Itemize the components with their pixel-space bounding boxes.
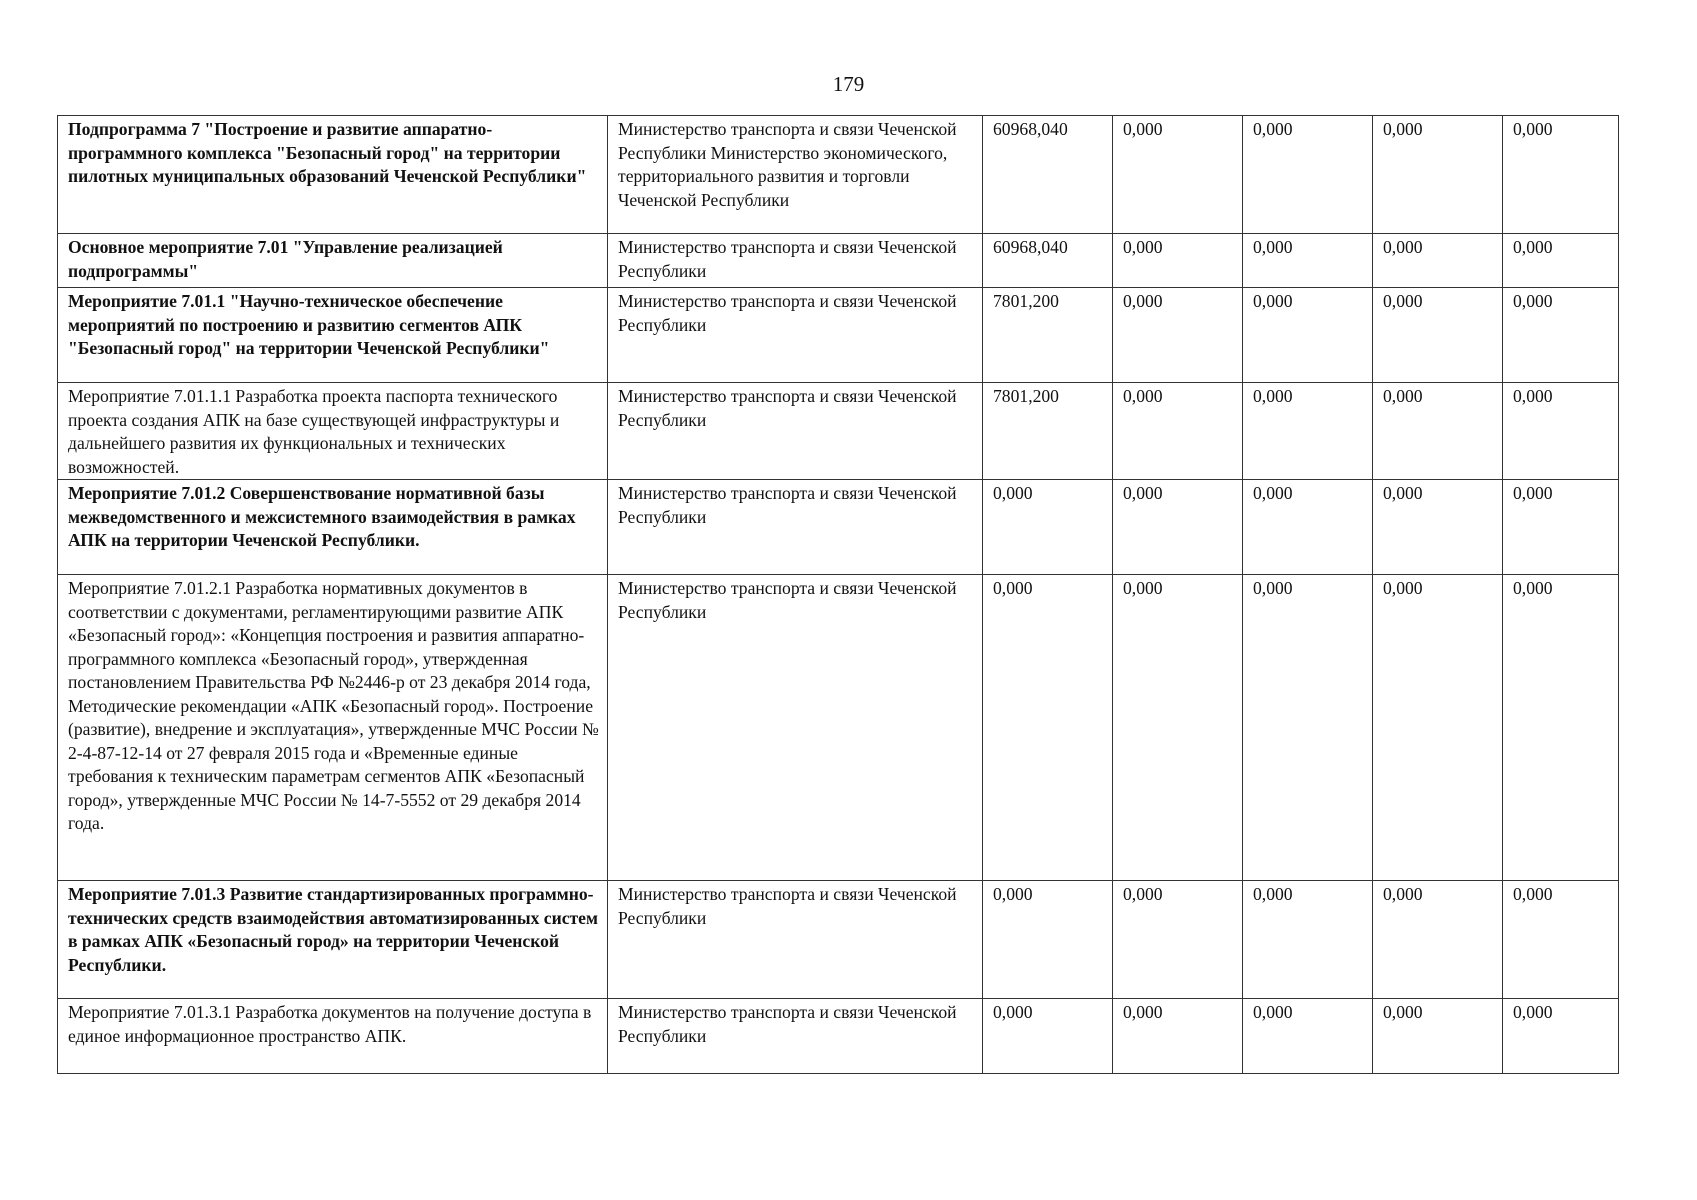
row-name: Мероприятие 7.01.2.1 Разработка нормативных документов в соответствии с документами, регламентирующими развитие АПК «Безопасный город»: «Концепция построения и развития аппаратно-программного комплекса «Безопасный город», утвержденная постановлением Правительства РФ №2446-р от 23 декабря 2014 года, Методические рекомендации «АПК «Безопасный город». Построение (развитие), внедрение и эксплуатация», утвержденные МЧС России № 2-4-87-12-14 от 27 февраля 2015 года и «Временные единые требования к техническим параметрам сегментов АПК «Безопасный город», утвержденные МЧС России № 14-7-5552 от 29 декабря 2014 года. [58, 575, 608, 881]
row-value: 0,000 [1373, 881, 1503, 999]
row-value: 0,000 [1113, 234, 1243, 288]
row-value: 0,000 [1503, 999, 1619, 1074]
budget-table [57, 115, 1619, 1074]
row-executor: Министерство транспорта и связи Чеченской Республики [608, 999, 983, 1074]
row-name: Мероприятие 7.01.3 Развитие стандартизированных программно-технических средств взаимодействия автоматизированных систем в рамках АПК «Безопасный город» на территории Чеченской Республики. [58, 881, 608, 999]
row-value: 0,000 [1113, 116, 1243, 234]
row-name: Мероприятие 7.01.2 Совершенствование нормативной базы межведомственного и межсистемного взаимодействия в рамках АПК на территории Чеченской Республики. [58, 480, 608, 575]
row-name: Мероприятие 7.01.3.1 Разработка документов на получение доступа в единое информационное пространство АПК. [58, 999, 608, 1074]
row-value: 0,000 [1113, 575, 1243, 881]
table-row [58, 999, 1619, 1074]
row-value: 0,000 [1503, 234, 1619, 288]
row-value: 7801,200 [983, 288, 1113, 383]
row-value: 0,000 [1243, 383, 1373, 480]
row-value: 0,000 [1243, 480, 1373, 575]
row-value: 0,000 [983, 575, 1113, 881]
table-row [58, 116, 1619, 234]
row-value: 0,000 [1503, 480, 1619, 575]
row-value: 0,000 [1243, 234, 1373, 288]
row-value: 0,000 [1243, 575, 1373, 881]
row-name: Мероприятие 7.01.1.1 Разработка проекта паспорта технического проекта создания АПК на базе существующей инфраструктуры и дальнейшего развития их функциональных и технических возможностей. [58, 383, 608, 480]
table-row [58, 480, 1619, 575]
row-value: 0,000 [1113, 480, 1243, 575]
row-name: Подпрограмма 7 "Построение и развитие аппаратно-программного комплекса "Безопасный город" на территории пилотных муниципальных образований Чеченской Республики" [58, 116, 608, 234]
row-value: 60968,040 [983, 116, 1113, 234]
row-executor: Министерство транспорта и связи Чеченской Республики [608, 383, 983, 480]
row-value: 0,000 [1243, 288, 1373, 383]
row-value: 0,000 [1373, 999, 1503, 1074]
row-value: 0,000 [983, 881, 1113, 999]
table-row [58, 234, 1619, 288]
row-executor: Министерство транспорта и связи Чеченской Республики [608, 575, 983, 881]
row-value: 0,000 [1113, 383, 1243, 480]
row-value: 0,000 [1373, 575, 1503, 881]
row-value: 0,000 [1373, 383, 1503, 480]
table-row [58, 881, 1619, 999]
row-executor: Министерство транспорта и связи Чеченской Республики [608, 881, 983, 999]
row-value: 0,000 [1243, 116, 1373, 234]
row-value: 0,000 [1373, 116, 1503, 234]
row-value: 0,000 [1373, 234, 1503, 288]
row-executor: Министерство транспорта и связи Чеченской Республики [608, 288, 983, 383]
table-row [58, 575, 1619, 881]
page-number: 179 [832, 72, 865, 96]
row-value: 0,000 [1503, 383, 1619, 480]
row-value: 0,000 [983, 999, 1113, 1074]
row-executor: Министерство транспорта и связи Чеченской Республики [608, 480, 983, 575]
row-value: 0,000 [983, 480, 1113, 575]
row-value: 0,000 [1503, 575, 1619, 881]
row-value: 0,000 [1113, 881, 1243, 999]
row-value: 0,000 [1373, 480, 1503, 575]
table-row [58, 383, 1619, 480]
row-value: 0,000 [1113, 288, 1243, 383]
row-value: 0,000 [1113, 999, 1243, 1074]
row-name: Основное мероприятие 7.01 "Управление реализацией подпрограммы" [58, 234, 608, 288]
row-value: 0,000 [1503, 116, 1619, 234]
row-name: Мероприятие 7.01.1 "Научно-техническое обеспечение мероприятий по построению и развитию сегментов АПК "Безопасный город" на территории Чеченской Республики" [58, 288, 608, 383]
row-value: 7801,200 [983, 383, 1113, 480]
row-executor: Министерство транспорта и связи Чеченской Республики Министерство экономического, территориального развития и торговли Чеченской Республики [608, 116, 983, 234]
row-executor: Министерство транспорта и связи Чеченской Республики [608, 234, 983, 288]
row-value: 60968,040 [983, 234, 1113, 288]
row-value: 0,000 [1503, 288, 1619, 383]
table-row [58, 288, 1619, 383]
row-value: 0,000 [1243, 881, 1373, 999]
row-value: 0,000 [1243, 999, 1373, 1074]
row-value: 0,000 [1503, 881, 1619, 999]
row-value: 0,000 [1373, 288, 1503, 383]
